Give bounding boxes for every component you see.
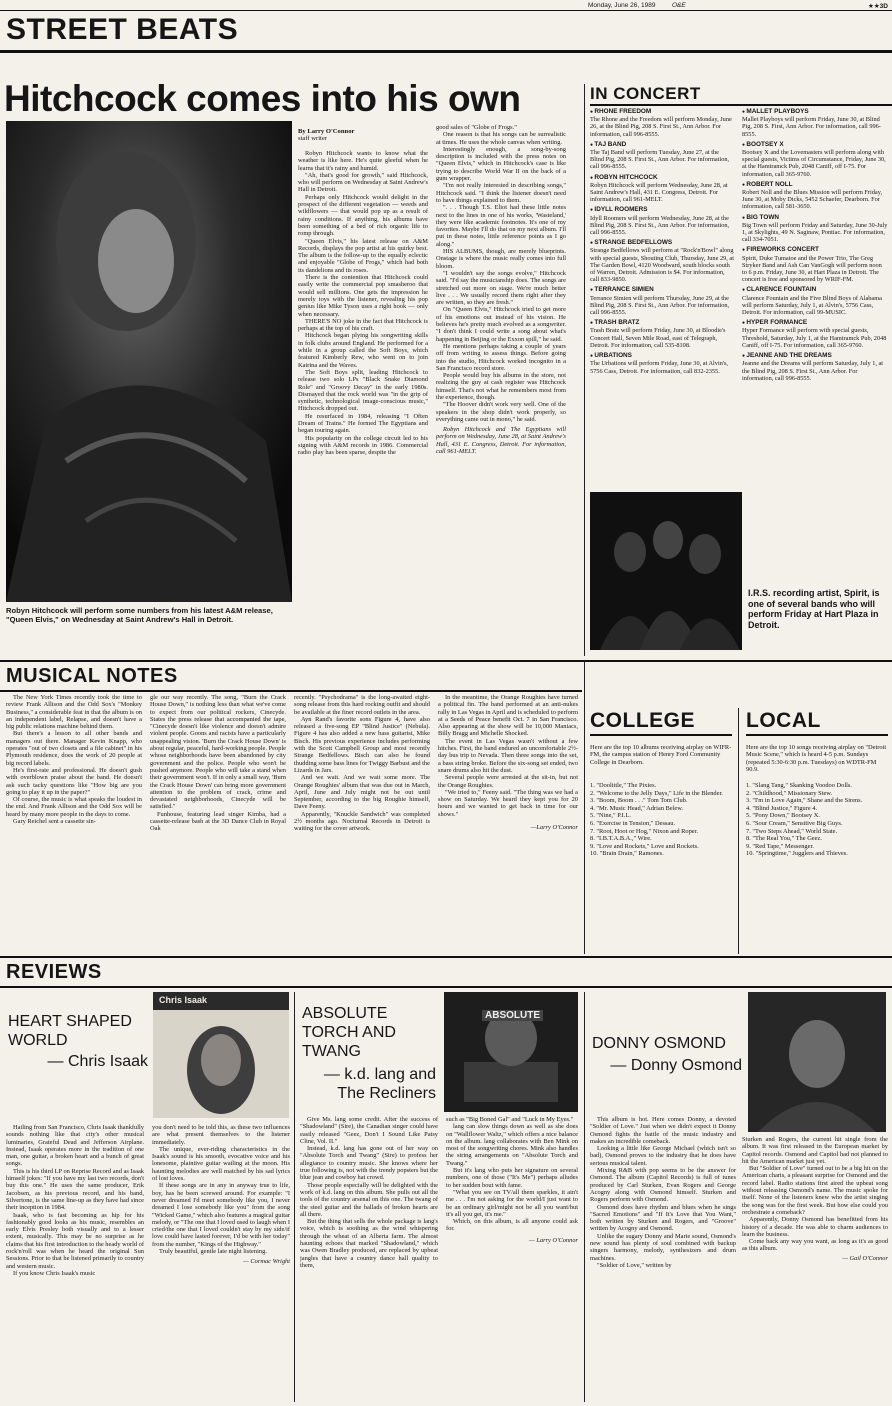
notes-paragraph: gle our way recently. The song, "Burn the Crack House Down," is nothing less than what we've come to expect from our political rockers, Cinecyde. States the press release that accompanied the tape, "Cinecyde doesn't like violence and doesn't admire violent people. Goons and racists have a particularly unappealing vision. 'Burn the Crack House Down' is about regular, peaceful, hard-working people. People whose neighborhoods have been abandoned by city government and the police. People who won't be pushed anymore. People who will take a stand when their government won't. If in only a small way, 'Burn the Crack House Down' can bring more government attention to the problem of crack, crime and devastated neighborhoods, Cinecyde will be satisfied." — [150, 694, 286, 811]
chart-entry: 5. "Pony Down," Bootsey X. — [746, 812, 820, 820]
spirit-photo-image — [590, 492, 742, 650]
review-isaak-col-2 — [152, 1124, 290, 1402]
street-beats-rule — [0, 50, 892, 53]
review-paragraph: Mixing R&B with pop seems to be the answer for Osmond. The album (Capitol Records) is full of tunes produced by Carl Sturken, Evan Rogers and George Acogny along with Osmond himself. Sturken and Rogers perform with Osmond. — [590, 1167, 736, 1204]
concert-listing: ● MALLET PLAYBOYS Mallet Playboys will perform Friday, June 30, at Blind Pig, 208 S. First, Ann Arbor. For information, call 996-8555. — [742, 108, 888, 138]
chart-entry: 8. "The Real You," The Geez. — [746, 835, 822, 843]
college-rule — [590, 734, 732, 736]
reviews-top-rule — [0, 956, 892, 958]
concert-listing: ● BOOTSEY X Bootsey X and the Lovemasters will perform along with special guests, Victims of Circumstance, Friday, June 30, at the Hamtramck Pub, 2048 Caniff, off I-75. For information, call 365-9760. — [742, 141, 888, 178]
musical-notes-col-2 — [150, 694, 286, 952]
article-paragraph: One reason is that his songs can be surrealistic at times. He uses the whole canvas when writing. — [436, 131, 566, 146]
local-divider — [738, 708, 739, 954]
article-paragraph: ". . . Though T.S. Eliot had these little notes next to the lines in one of his works, 'Wasteland,' they were like academic footnotes. It's one of my favorites. Maybe I'll do that on my next album. I'll put in these notes, little reference points as I go along." — [436, 204, 566, 248]
concert-listing: ● TAJ BAND The Taj Band will perform Tuesday, June 27, at the Blind Pig, 208 S. First St., Ann Arbor. For information, call 996-8555. — [590, 141, 734, 171]
review-paragraph: But "Soldier of Love" turned out to be a big hit on the American charts, a pleasant surprise for Osmond and the record label. Radio stations first aired the upbeat song without releasing Osmond's name. The music spoke for itself. None of the listeners knew who the artist singing the song was for the first week. But how else could you orchestrate a comeback? — [742, 1165, 888, 1216]
review-paragraph: Truly beautiful, gentle late night listening. — [159, 1248, 267, 1256]
album-cover-image — [748, 992, 886, 1132]
musical-notes-col-1 — [6, 694, 142, 952]
chart-entry: 10. "Brain Drain," Ramones. — [590, 850, 664, 858]
review-paragraph: Instead, k.d. lang has gone out of her way on "Absolute Torch and Twang" (Sire) to profess her allegiance to country music. She knows where her true following is, not with the trendy popsters but the blue jean and cowboy hat crowd. — [300, 1145, 438, 1182]
notes-paragraph: But there's a lesson to all other bands and managers out there. Manager Kevin Knapp, who operates "out of two closets and a file cabinet" in his Plymouth residence, does the work of 20 people at big record labels. — [6, 730, 142, 767]
review-title: DONNY OSMOND — [592, 1035, 726, 1052]
album-cover-donny-osmond — [748, 992, 886, 1132]
concert-listing: ● IDYLL ROOMERS Idyll Roomers will perform Wednesday, June 28, at the Blind Pig, 208 S. First St., Ann Arbor. For information, call 996-8555. — [590, 206, 734, 236]
article-paragraph: Hitchcock began plying his songwriting skills in folk clubs around England. He performed for a while in a group called the Soft Boys, which featured Kimberly Rew, who went on to join Katrina and the Waves. — [298, 332, 428, 369]
review-paragraph: If you know Chris Isaak's music — [13, 1269, 96, 1277]
chart-entry: 1. "Doolittle," The Pixies. — [590, 782, 657, 789]
review-paragraph: lang can slow things down as well as she does on "Wallflower Waltz," which offers a nice balance on the album. lang collaborates with Ben Mink on most of the songwriting chores. Mink also handles the string arrangements on "Absolute Torch and Twang." — [446, 1123, 578, 1167]
review-signoff: — Cormac Wright — [243, 1258, 290, 1266]
section-label-local: LOCAL — [746, 709, 821, 732]
reviews-rule — [0, 986, 892, 988]
chart-entry: 6. "Sour Cream," Sensitive Big Guys. — [746, 819, 843, 827]
notes-paragraph: The New York Times recently took the time to review Frank Allison and the Odd Sox's "Monkey Business," a considerable feat in that the album is on an independent label, Relapse, and doesn't have a big public relations machine behind them. — [6, 694, 142, 731]
review-signoff: — Gail O'Connor — [842, 1254, 888, 1262]
review-artist: — Donny Osmond — [610, 1057, 742, 1074]
review-osmond-col-2 — [742, 1136, 888, 1402]
notes-paragraph: He's first-rate and professional. He doesn't gush with overblown praise about the band. He doesn't ask such tacky questions like "How big are you going to play it up in the paper?" — [6, 766, 142, 796]
review-paragraph: If these songs are in any in anyway true to life, boy, has he been screwed around. For example: "I never dreamed I'd meet somebody like you, I never dreamed I lose somebody like you" from the song "Wicked Game," which also features a magical guitar melody, or "The one that I loved used to laugh when I cried/the one that I loved couldn't stay by my side/if love could have lasted forever, I'd be with her today" from the number, "Kings of the Highway." — [152, 1182, 290, 1248]
byline-author: By Larry O'Connor — [298, 128, 355, 135]
chart-entry: 1. "Slang Tang," Skanking Voodoo Dolls. — [746, 782, 852, 789]
review-osmond-col-1 — [590, 1116, 736, 1402]
review-paragraph: But it's lang who puts her signature on several numbers, one of those ("It's Me") perhaps alludes to her sudden bout with fame. — [446, 1167, 578, 1189]
article-col-2 — [436, 124, 566, 646]
review-paragraph: Those people especially will be delighted with the work of k.d. lang on this album. She pulls out all the tools of the country arsenal on this one. The twang of the steel guitar and the ballads of broken hearts are all there. — [300, 1181, 438, 1218]
in-concert-divider — [584, 84, 585, 656]
review-title: HEART SHAPED WORLD — [8, 1013, 132, 1049]
review-artist: — Chris Isaak — [47, 1053, 148, 1070]
date-line: Monday, June 26, 1989 — [588, 2, 656, 9]
in-concert-rule — [590, 104, 892, 106]
review-isaak-col-1 — [6, 1124, 144, 1402]
spirit-photo — [590, 492, 742, 650]
spirit-photo-caption: I.R.S. recording artist, Spirit, is one of several bands who will perform Friday at Hart Plaza in Detroit. — [748, 588, 880, 630]
album-cover-image — [153, 992, 289, 1118]
article-tagline: Robyn Hitchcock and The Egyptians will perform on Wednesday, June 28, at Saint Andrew's Hall, 431 E. Congress, Detroit. For information, call 961-MELT. — [436, 426, 566, 456]
musical-notes-col-4 — [438, 694, 578, 952]
concert-listing: ● URBATIONS The Urbations will perform Friday, June 30, at Alvin's, 5756 Cass, Detroit. For information, call 832-2355. — [590, 352, 734, 375]
review-paragraph: But the thing that sells the whole package is lang's voice, which is soothing as the wind whispering through the wheat of an Alberta farm. The almost haunting echoes that marked "Shadowland," which was Owen Bradley produced, are replaced by upbeat jangles that have a country dance hall quality to them, — [300, 1218, 438, 1269]
article-col-1 — [298, 150, 428, 646]
chart-entry: 4. "Mr. Music Head," Adrian Belew. — [590, 804, 684, 812]
chart-entry: 10. "Springtime," Jugglers and Thieves. — [746, 850, 848, 858]
notes-paragraph: In the meantime, the Orange Roughies have turned a political fin. The band performed at an anti-nukes rally in Las Vegas in April and is scheduled to perform at a Seeds of Peace benefit Oct. 7 in San Francisco. Also appearing at the show will be 10,000 Maniacs, Billy Bragg and Michelle Shocked. — [438, 694, 578, 738]
notes-paragraph: Apparently, "Knuckle Sandwich" was completed 2½ months ago. Nocturnal Records in Detroit is waiting for the cover artwork. — [294, 810, 430, 833]
article-paragraph: People would buy his albums in the store, not realizing the guy at cash register was Hitchcock himself. That's not what he remembers most from the experience, though. — [436, 372, 566, 401]
review-heading-osmond — [592, 1034, 742, 1075]
notes-paragraph: Funhouse, featuring lead singer Kimba, had a cassette-release bash at the 3D Dance Club in Royal Oak — [150, 810, 286, 833]
article-paragraph: "Ah, that's good for growth," said Hitchcock, who will perform on Wednesday at Saint Andrew's Hall in Detroit. — [298, 171, 428, 194]
album-cover-heart-shaped-world — [153, 992, 289, 1118]
concert-listing: ● TRASH BRATZ Trash Bratz will perform Friday, June 30, at Bloodie's Concert Hall, Seven Mile Road, east of Telegraph, Detroit. For information, call 535-8108. — [590, 319, 734, 349]
college-divider — [584, 662, 585, 954]
concert-list-right — [742, 108, 888, 488]
article-paragraph: His popularity on the college circuit led to his signing with A&M records in 1986. Commercial radio play has been sparse, despite the — [298, 434, 428, 457]
notes-paragraph: Ayn Rand's favorite sons Figure 4, have also released a five-song EP "Blind Justice" (Nebula). Figure 4 has also added a new bass guitarist, Mike Bisch. His previous experience includes performing with the Scott Campbell Group and most recently Strange Bedfellows. Bisch can also be found thudding some bass lines for Twiggy Barbust and the Lizards in Jars. — [294, 715, 430, 774]
article-paragraph: He mentions perhaps taking a couple of years off from writing to assess things. Before going into the studio, Hitchcock worked incognito in a San Francisco record store. — [436, 342, 566, 372]
review-heading-lang — [302, 1004, 436, 1103]
album-cover-label: Chris Isaak — [159, 995, 208, 1005]
concert-listing: ● STRANGE BEDFELLOWS Strange Bedfellows will perform at "Rock'n'Bowl" along with special guests, Shouting Club, Thursday, June 29, at The Garden Bowl, 4120 Woodward, south blocks south of Warren, Detroit. Admission is $4. For information, call 833-9850. — [590, 239, 734, 283]
review-paragraph: "What you see on TV/all them sparkles, it ain't me . . . I'm not asking for the world/I just want to be an ordinary girl/might not be all you want/but it's all you get, it's me." — [446, 1188, 578, 1218]
review-paragraph: Give Ms. lang some credit. After the success of "Shadowland" (Sire), the Canadian singer could have easily released "Geez, Don't I Sound Like Patsy Cline, Vol. II." — [300, 1116, 438, 1145]
concert-listing: ● CLARENCE FOUNTAIN Clarence Fountain and the Five Blind Boys of Alabama will perform Saturday, July 1, at Alvin's, 5756 Cass, Detroit. For information, call 99-MUSIC. — [742, 286, 888, 316]
review-heading-isaak — [8, 1012, 148, 1071]
section-label-college: COLLEGE — [590, 709, 696, 732]
article-paragraph: good sales of "Globe of Frogs." — [436, 124, 517, 131]
chart-entry: 3. "Boom, Boom . . ." Tom Tom Club. — [590, 797, 688, 805]
review-title: ABSOLUTE TORCH AND TWANG — [302, 1005, 396, 1060]
review-paragraph: Isaak, who is fast becoming as hip for his fashionably good looks as his music, resembles an early Elvis Presley both visually and to a lesser extent, musically. This may be no surprise as he claims that his first introduction to the heady world of rock'n'roll was when he heard the original Sun Sessions. Prior to that he listened primarily to country and western music. — [6, 1211, 144, 1270]
review-paragraph: you don't need to be told this, as these two influences are what present themselves to the listener immediately. — [152, 1124, 290, 1146]
musical-notes-rule — [0, 690, 582, 692]
concert-listing: ● TERRANCE SIMIEN Terrance Simien will perform Thursday, June 29, at the Blind Pig, 208 S. First St., Ann Arbor. For information, call 996-8555. — [590, 286, 734, 316]
article-paragraph: "I'm not really interested in describing songs," Hitchcock said. "I think the listener doesn't need to have things explained to them. — [436, 182, 566, 204]
album-cover-absolute-torch — [444, 992, 578, 1112]
concert-listing: ● RHONE FREEDOM The Rhone and the Freedom will perform Monday, June 26, at the Blind Pig, 208 S. First St., Ann Arbor. For information, call 996-8555. — [590, 108, 734, 138]
notes-paragraph: And we wait. And we wait some more. The Orange Roughies' album that was due out in March, April, June and July might not be out until September, according to the big Roughie himself, Dave Feeny. — [294, 774, 430, 811]
article-paragraph: THERE'S NO joke in the fact that Hitchcock is perhaps at the top of his craft. — [298, 317, 428, 333]
concert-listing: ● HYPER FORMANCE Hyper Formance will perform with special guests, Threshold, Saturday, July 1, at the Hamtramck Pub, 2048 Caniff, off I-75. For information, call 365-9760. — [742, 319, 888, 349]
hitchcock-photo-caption: Robyn Hitchcock will perform some numbers from his latest A&M release, "Queen Elvis," on Wednesday at Saint Andrew's Hall in Detroit. — [6, 606, 273, 624]
article-paragraph: "Queen Elvis," his latest release on A&M Records, displays the pop artist at his quirky best. The album is the follow-up to the equally eclectic and enjoyable "Globe of Frogs," which had both its dandelions and its roses. — [298, 237, 428, 274]
section-label-reviews: REVIEWS — [6, 961, 102, 983]
section-label-in-concert: IN CONCERT — [590, 84, 701, 103]
chart-entry: 2. "Childhood," Missionary Stew. — [746, 789, 833, 797]
college-intro: Here are the top 10 albums receiving airplay on WIFR-FM, the campus station of Henry Ford Community College in Dearborn. — [590, 744, 732, 766]
notes-paragraph: Gary Reichel sent a cassette sin- — [13, 818, 96, 826]
article-paragraph: There is the contention that Hitchcock could easily write the commercial pop smasheroo that would sell millions. One gets the impression he merely toys with the listener, revealing his pop genius like Mike Tyson uses a right hook — only when necessary. — [298, 274, 428, 318]
article-paragraph: The Soft Boys split, leading Hitchcock to release two solo LPs "Black Snake Diamond Role" and "Groovy Decay" in the early 1980s. Dismayed that the rock world was "in the grip of synthetic, technological image-conscious music," Hitchcock dropped out. — [298, 368, 428, 413]
chart-entry: 4. "Blind Justice," Figure 4. — [746, 804, 818, 812]
college-chart — [590, 782, 732, 858]
masthead-rule — [0, 10, 892, 11]
review-lang-col-1 — [300, 1116, 438, 1402]
review-paragraph: Looking a little like George Michael (which isn't so bad), Osmond proves to the industry that he does have serious musical talent. — [590, 1145, 736, 1167]
notes-paragraph: recently. "Psychodrama" is the long-awaited eight-song release from this hard rocking outfit and should be available at the finer record outlets in the area. — [294, 694, 430, 716]
concert-listing: ● ROBERT NOLL Robert Noll and the Blues Mission will perform Friday, June 30, at Moby Dicks, 5452 Schaefer, Dearborn. For information, call 581-3650. — [742, 181, 888, 211]
chart-entry: 9. "Red Tape," Messenger. — [746, 842, 814, 850]
notes-paragraph: The event in Las Vegas wasn't without a few hitches. First, the band endured an uncomfortable 2½-day bus trip to Nevada. Then three songs into the set, a bass string broke. Before the six-song set ended, two snare drums also hit the dust. — [438, 737, 578, 774]
article-paragraph: "I wouldn't say the songs evolve," Hitchcock said. "I'd say the musicianship does. The songs are stretched out more on stage. We're much better live . . . We usually record them right after they are written, so they are fresh." — [436, 269, 566, 307]
review-paragraph: The unique, ever-riding characteristics in the Isaak's sound is his smooth, evocative voice and his lonesome, plaintive guitar wailing at the moon. His haunting melodies are well matched by his sad lyrics of lost loves. — [152, 1145, 290, 1183]
review-paragraph: Osmond does have rhythm and blues when he sings "Sacred Emotions" and "If It's Love that You Want," both written by Sturken and Rogers, and "Groove" written by Acogny and Osmond. — [590, 1203, 736, 1233]
review-paragraph: Which, on this album, is all anyone could ask for. — [446, 1218, 578, 1233]
article-paragraph: On "Queen Elvis," Hitchcock tried to get more of his emotions out instead of his vision. He believes he's pretty much evolved as a songwriter. "I don't think I could write a song about what's happening in Beijing or the Exxon spill," he said. — [436, 306, 566, 343]
chart-entry: 6. "Exercise in Tension," Dessau. — [590, 819, 676, 827]
local-chart — [746, 782, 888, 858]
section-label-street-beats: STREET BEATS — [6, 13, 239, 46]
review-paragraph: Come back any way you want, as long as it's as good as this album. — [742, 1238, 888, 1253]
edition-mark: ★★3D — [868, 3, 888, 10]
review-paragraph: "Soldier of Love," written by — [597, 1261, 672, 1269]
album-cover-label: ABSOLUTE — [482, 1010, 543, 1021]
review-paragraph: Unlike the sugary Donny and Marie sound, Osmond's new sound has plenty of soul combined with backup singers harmony, melody, synthesizers and drum machines. — [590, 1232, 736, 1262]
review-paragraph: Hailing from San Francisco, Chris Isaak thankfully sounds nothing like that city's other musical luminaries, Grateful Dead and Jefferson Airplane. Instead, Isaak operates more in the tradition of one man, one guitar, a broken heart and a bunch of great songs. — [6, 1124, 144, 1168]
section-label: O&E — [672, 2, 686, 9]
review-artist: — k.d. lang and The Recliners — [323, 1066, 436, 1102]
review-divider-1 — [294, 992, 295, 1402]
review-divider-2 — [584, 992, 585, 1402]
byline-role: staff writer — [298, 135, 327, 143]
concert-listing: ● JEANNE AND THE DREAMS Jeanne and the Dreams will perform Saturday, July 1, at the Blind Pig, 208 S. First St., Ann Arbor. For information, call 996-8555. — [742, 352, 888, 382]
chart-entry: 7. "Two Steps Ahead," World State. — [746, 827, 838, 835]
concert-listing: ● FIREWORKS CONCERT Spirit, Duke Tumatoe and the Power Trio, The Greg Stryker Band and Ash Can VanGogh will perform noon to 6 p.m. Friday, June 30, at Hart Plaza in Detroit. The concert is free and sponsored by WRIF-FM. — [742, 246, 888, 283]
local-rule — [746, 734, 888, 736]
concert-listing: ● ROBYN HITCHCOCK Robyn Hitchcock will perform Wednesday, June 28, at Saint Andrew's Hall, 431 E. Congress, Detroit. For information, call 961-MELT. — [590, 174, 734, 204]
concert-listing: ● BIG TOWN Big Town will perform Friday and Saturday, June 30-July 1, at Skylights, 49 N. Saginaw, Pontiac. For information, call 334-7051. — [742, 214, 888, 244]
review-lang-col-2 — [446, 1116, 578, 1402]
musical-notes-col-3 — [294, 694, 430, 952]
article-paragraph: Interestingly enough, a song-by-song description is included with the press notes on "Queen Elvis," which in Hitchcock's case is like trying to describe World War II on the back of a gum wrapper. — [436, 145, 566, 183]
chart-entry: 2. "Welcome to the Jelly Days," Life in the Blender. — [590, 789, 723, 797]
review-signoff: — Larry O'Connor — [529, 1236, 578, 1244]
review-paragraph: This is his third LP on Reprise Record and as Isaak himself jokes: "If you have my last two records, don't buy this one." He uses the same producer, Erik Jacobsen, as his previous record, and his band, Silvertone, is the same line-up as they have had since their inception in 1984. — [6, 1167, 144, 1212]
hitchcock-photo-image — [6, 121, 292, 602]
notes-paragraph: Several people were arrested at the sit-in, but not the Orange Roughies. — [438, 774, 578, 789]
headline: Hitchcock comes into his own — [4, 78, 521, 119]
chart-entry: 8. "I.B.T.A.B.A.," Wire. — [590, 835, 652, 843]
notes-paragraph: Of course, the music is what speaks the loudest in the end. And Frank Allison and the Odd Sox will be heard by many more people in the days to come. — [6, 796, 142, 818]
article-paragraph: "The Hoover didn't work very well. One of the speakers in the shop didn't work properly, so everything came out in mono," he said. — [436, 401, 566, 423]
notes-paragraph: "We tried to," Feeny said. "The thing was we had a show on Saturday. We heard they kept you for 20 hours and we wanted to get back in time for our shows." — [438, 788, 578, 818]
chart-entry: 5. "Nine," P.I.L. — [590, 812, 631, 820]
concert-list-left — [590, 108, 734, 488]
review-paragraph: Apparently, Donny Osmond has benefitted from his history of a decade. He was able to charm audiences to learn the business. — [742, 1216, 888, 1238]
review-paragraph: Sturken and Rogers, the current hit single from the album. It was first released in the European market by Capitol records. Osmond and Capitol had not planned to hit the American market just yet. — [742, 1136, 888, 1165]
masthead — [0, 0, 892, 10]
article-paragraph: HIS ALBUMS, though, are merely blueprints. Onstage is where the music really comes into full bloom. — [436, 248, 566, 270]
musical-notes-top-rule — [0, 660, 892, 662]
local-intro: Here are the top 10 songs receiving airplay on "Detroit Music Scene," which is heard 4-5 p.m. Sundays (repeated 5:30-6:30 p.m. Tuesdays) on WDTR-FM 90.9. — [746, 744, 887, 773]
chart-entry: 3. "I'm in Love Again," Shane and the Sirens. — [746, 797, 863, 805]
byline — [298, 128, 428, 143]
chart-entry: 7. "Root, Hoot or Hog," Nixon and Roper. — [590, 827, 698, 835]
section-label-musical-notes: MUSICAL NOTES — [6, 665, 178, 687]
notes-signoff: —Larry O'Connor — [530, 824, 578, 832]
article-paragraph: He resurfaced in 1984, releasing "I Often Dream of Trains." He formed The Egyptians and began touring again. — [298, 412, 428, 435]
article-paragraph: Robyn Hitchcock wants to know what the weather is like here. He's quite gleeful when he learns that it's rainy and humid. — [298, 150, 428, 172]
review-paragraph: This album is hot. Here comes Donny, a devoted "Soldier of Love." Just when we didn't expect it Donny Osmond fights the battle of the music industry and makes an incredible comeback. — [590, 1116, 736, 1145]
review-paragraph: such as "Big Boned Gal" and "Luck in My Eyes." — [446, 1116, 574, 1123]
article-paragraph: Perhaps only Hitchcock would delight in the prospect of the different vegetation — weeds and wildflowers — that would pop up as a result of rainy conditions. If anything, his albums have been something of a bed of rich organic life to romp through. — [298, 193, 428, 238]
chart-entry: 9. "Love and Rockets," Love and Rockets. — [590, 842, 699, 850]
hitchcock-photo — [6, 121, 292, 602]
